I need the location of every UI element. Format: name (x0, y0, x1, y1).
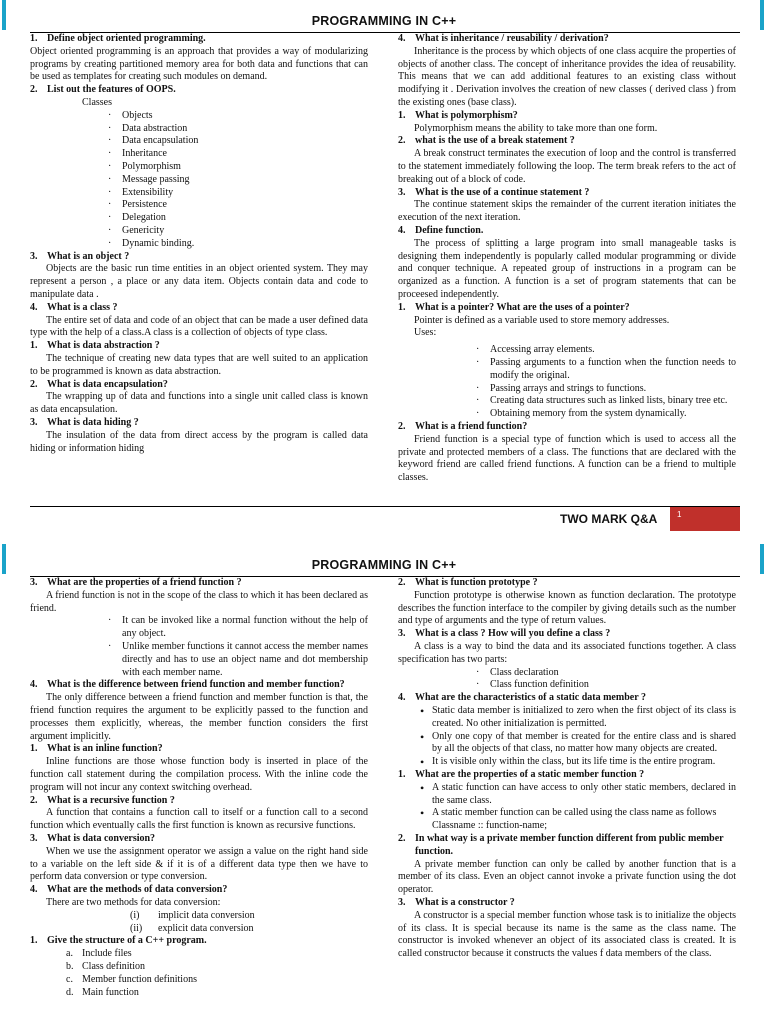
list-item: · Class function definition (490, 679, 736, 692)
answer-text: When we use the assignment operator we assign a value on the right hand side to a variable on the left side & if it is of a different data type then we have to perform data conversion or type conversion. (30, 845, 368, 883)
question-heading: 3. What is data conversion? (30, 832, 156, 844)
question-heading: 2. What is function prototype ? (398, 577, 538, 588)
question-heading: 4. What is the difference between friend function and member function? (30, 679, 345, 691)
question-heading: 1. What is data abstraction ? (30, 340, 160, 352)
class-parts-list (398, 667, 736, 693)
answer-text: The only difference between a friend function and member function is that, the friend function requires the argument to be explicitly passed to the function and processes them explicitly, whereas, the member function considers the first argument implicitly. (30, 692, 368, 742)
question-heading: 4. What are the methods of data conversion? (30, 884, 228, 896)
list-item: · Obtaining memory from the system dynamically. (490, 408, 736, 421)
question-heading: 4. What is inheritance / reusability / derivation? (398, 33, 609, 44)
list-item: · Class declaration (490, 667, 736, 680)
question-heading: 2. In what way is a private member function different from public member function. (398, 832, 724, 857)
list-item: • A static function can have access to only other static members, declared in the same class. (416, 782, 736, 808)
question-heading: 2. List out the features of OOPS. (30, 84, 176, 96)
answer-text: Uses: (414, 327, 437, 339)
friend-properties-list (30, 615, 368, 679)
list-item: (ii) explicit data conversion (130, 922, 254, 934)
footer-label: TWO MARK Q&A (560, 512, 658, 526)
page2-left-column (30, 577, 368, 999)
list-item: · Dynamic binding. (122, 238, 368, 251)
page-header-title: PROGRAMMING IN C++ (311, 14, 457, 28)
answer-text: Objects are the basic run time entities in an object oriented system. They may represent a person , a place or any data item. Objects contain data and code to manipulate data . (30, 263, 368, 300)
list-item: c. Member function definitions (66, 973, 197, 985)
answer-text: Polymorphism means the ability to take more than one form. (414, 122, 658, 134)
question-heading: 1. What are the properties of a static member function ? (398, 768, 645, 780)
list-item: · Passing arrays and strings to functions. (490, 383, 736, 396)
list-item: · Data encapsulation (122, 135, 368, 148)
list-item: · Delegation (122, 212, 368, 225)
page-header-title: PROGRAMMING IN C++ (311, 558, 457, 572)
list-item: · It can be invoked like a normal function without the help of any object. (122, 615, 368, 641)
question-heading: 1. Give the structure of a C++ program. (30, 935, 207, 947)
question-heading: 1. What is polymorphism? (398, 109, 518, 121)
question-heading: 2. What is data encapsulation? (30, 378, 168, 390)
question-heading: 1. What is an inline function? (30, 743, 163, 755)
list-item: · Message passing (122, 174, 368, 187)
question-heading: 3. What is the use of a continue statement ? (398, 186, 590, 198)
question-heading: 1. Define object oriented programming. (30, 33, 206, 44)
list-item: a. Include files (66, 948, 132, 960)
page1-left-column (30, 33, 368, 455)
answer-text: A private member function can only be called by another function that is a member of its class. Even an object cannot invoke a private function using the dot operator. (398, 858, 736, 896)
answer-text: Friend function is a special type of function which is used to access all the private and protected members of a class. The functions that are declared with the keyword friend are called friend functions. A function can be a friend to multiple classes. (398, 433, 736, 484)
program-structure-list (30, 948, 368, 999)
answer-text: Function prototype is otherwise known as function declaration. The prototype describes the function interface to the compiler by giving details such as the number and type of arguments and the type of return values. (398, 589, 736, 627)
features-list (30, 110, 368, 251)
question-heading: 3. What is data hiding ? (30, 416, 139, 428)
question-heading: 4. What is a class ? (30, 301, 118, 313)
answer-text: The continue statement skips the remainder of the current iteration initiates the execution of the next iteration. (398, 199, 736, 224)
answer-text: The wrapping up of data and functions into a single unit called class is known as data encapsulation. (30, 391, 368, 416)
question-heading: 3. What is an object ? (30, 250, 130, 262)
pointer-uses-list (398, 344, 736, 421)
answer-text: The entire set of data and code of an object that can be made a user defined data type with the help of a class.A class is a collection of objects of type class. (30, 314, 368, 339)
list-item: · Creating data structures such as linked lists, binary tree etc. (490, 395, 736, 408)
list-item: · Extensibility (122, 187, 368, 200)
answer-text: A class is a way to bind the data and its associated functions together. A class specification has two parts: (398, 640, 736, 665)
answer-text: A function that contains a function call to itself or a function call to a second function which eventually calls the first function is known as recursive functions. (30, 807, 368, 832)
list-item: • Static data member is initialized to zero when the first object of its class is created. No other initialization is permitted. (416, 705, 736, 731)
question-heading: 2. What is a friend function? (398, 420, 528, 432)
syntax-line: Classname :: function-name; (432, 820, 547, 832)
question-heading: 3. What is a constructor ? (398, 896, 515, 908)
list-item: · Unlike member functions it cannot access the member names directly and has to use an object name and dot membership with each member name. (122, 641, 368, 679)
page1-right-column (398, 33, 736, 485)
answer-text: The insulation of the data from direct access by the program is called data hiding or information hiding (30, 429, 368, 454)
list-item: d. Main function (66, 986, 139, 998)
answer-text: Classes (82, 96, 112, 108)
page-number-badge: 1 (670, 507, 740, 531)
answer-text: A friend function is not in the scope of the class to which it has been declared as friend. (30, 589, 368, 614)
question-heading: 2. what is the use of a break statement ? (398, 135, 575, 147)
static-member-function-list (398, 782, 736, 820)
list-item: • A static member function can be called using the class name as follows (416, 807, 736, 820)
list-item: · Data abstraction (122, 123, 368, 136)
list-item: · Genericity (122, 225, 368, 238)
answer-text: The process of splitting a large program into small manageable tasks is designing them independently is popularly called modular programming or divide and conquer technique. A repeated group of instructions in a program can be organized as a function. A function is a set of program statements that can be proceesed independently. (398, 237, 736, 300)
answer-text: Pointer is defined as a variable used to store memory addresses. (414, 314, 670, 326)
page2-right-column (398, 577, 736, 961)
question-heading: 3. What is a class ? How will you define a class ? (398, 628, 611, 640)
list-item: · Objects (122, 110, 368, 123)
list-item: · Accessing array elements. (490, 344, 736, 357)
document-page-2 (0, 544, 768, 1024)
list-item: · Persistence (122, 199, 368, 212)
conversion-methods-list (30, 910, 368, 936)
answer-text: There are two methods for data conversion: (46, 896, 221, 908)
list-item: • It is visible only within the class, but its life time is the entire program. (416, 756, 736, 769)
question-heading: 3. What are the properties of a friend function ? (30, 577, 242, 588)
static-data-member-list (398, 705, 736, 769)
list-item: · Polymorphism (122, 161, 368, 174)
footer-rule (30, 506, 740, 507)
list-item: b. Class definition (66, 960, 146, 972)
question-heading: 4. What are the characteristics of a static data member ? (398, 692, 646, 704)
answer-text: The technique of creating new data types that are well suited to an application to be programmed is known as data abstraction. (30, 352, 368, 377)
answer-text: A break construct terminates the execution of loop and the control is transferred to the statement immediately following the loop. The term break refers to the act of breaking out of a block of code. (398, 148, 736, 185)
question-heading: 1. What is a pointer? What are the uses of a pointer? (398, 301, 630, 313)
list-item: · Passing arguments to a function when the function needs to modify the original. (490, 357, 736, 383)
list-item: • Only one copy of that member is created for the entire class and is shared by all the objects of that class, no matter how many objects are created. (416, 731, 736, 757)
answer-text: Inline functions are those whose function body is inserted in place of the function call statement during the compilation process. With the inline code the program will not incur any context switching overhead. (30, 756, 368, 793)
question-heading: 2. What is a recursive function ? (30, 794, 175, 806)
list-item: (i) implicit data conversion (130, 909, 255, 921)
list-item: · Inheritance (122, 148, 368, 161)
question-heading: 4. Define function. (398, 224, 484, 236)
answer-text: Object oriented programming is an approach that provides a way of modularizing programs by creating partitioned memory area for both data and functions that can be used as templates for creating such modules on demand. (30, 45, 368, 83)
answer-text: Inheritance is the process by which objects of one class acquire the properties of objects of another class. The concept of inheritance provides the idea of reusability. This means that we can add additional features to an existing class without modifying it . Derivation involves the creation of new classes ( derived class ) from the existing ones (base class). (398, 45, 736, 108)
answer-text: A constructor is a special member function whose task is to initialize the objects of its class. It is special because its name is the same as the class name. The constructor is invoked whenever an object of its associated class is created. It is called constructor because it constructs the values f data members of the class. (398, 909, 736, 960)
